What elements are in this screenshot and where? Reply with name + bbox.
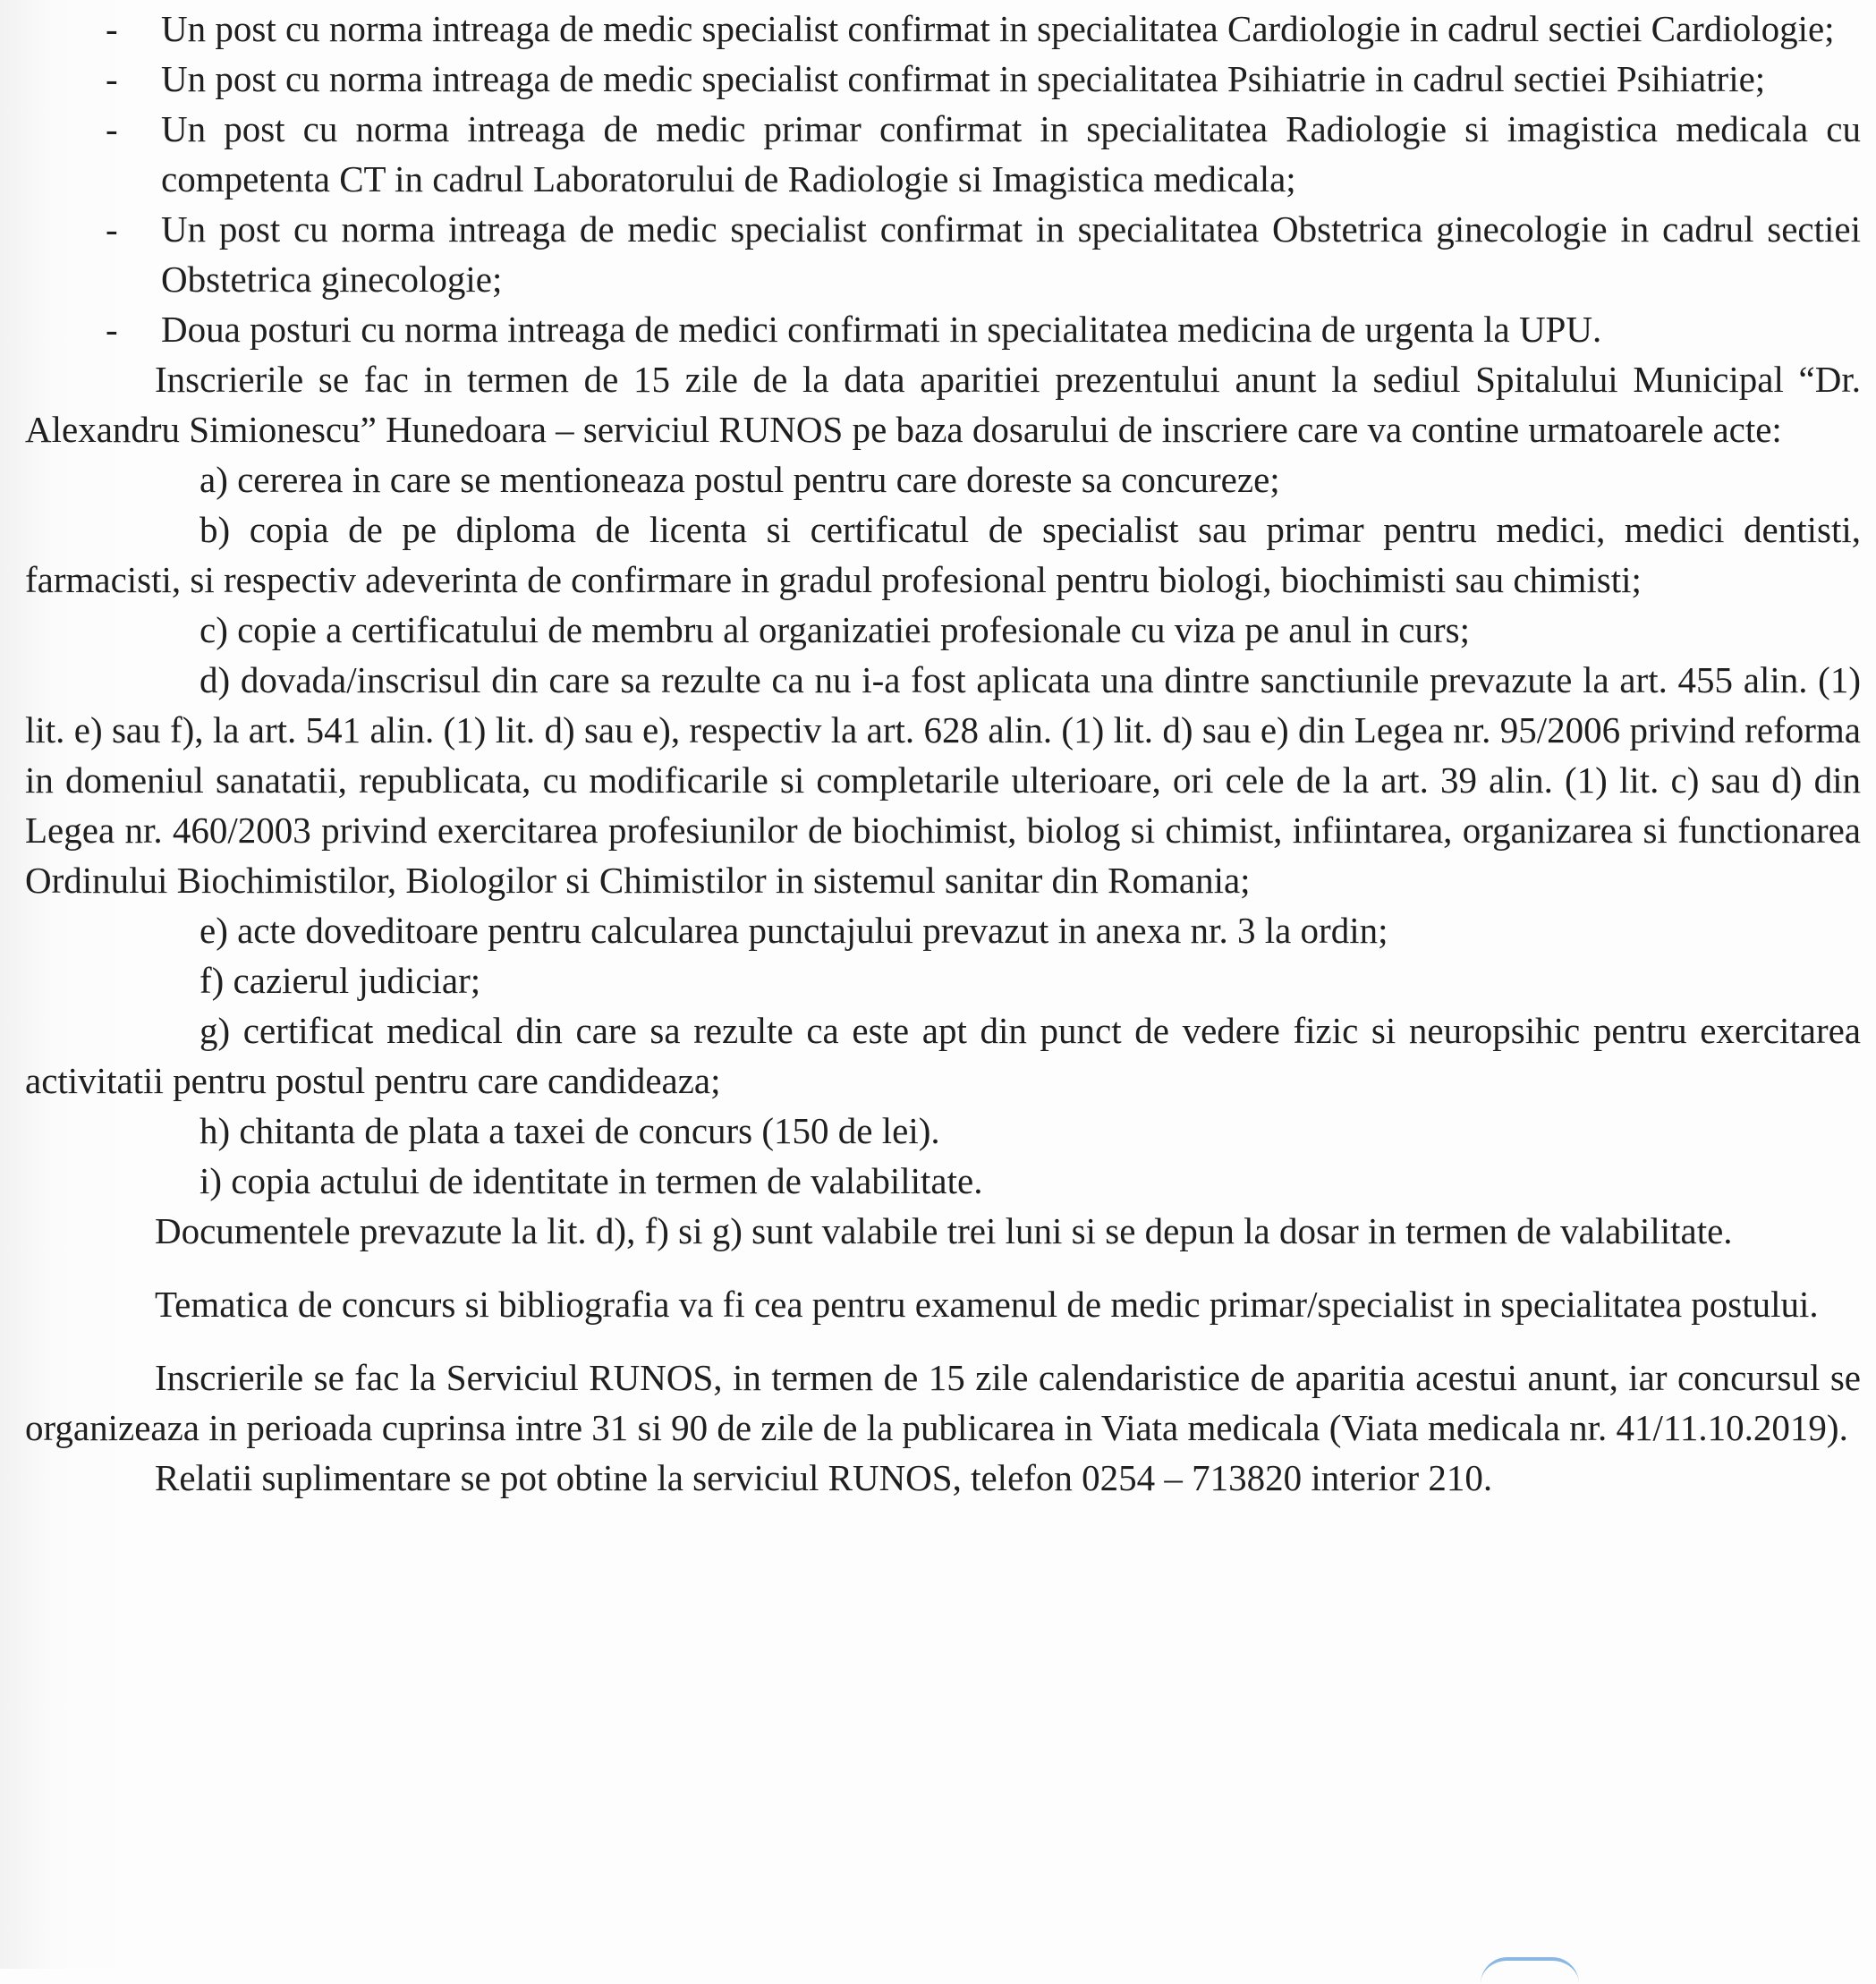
position-item-emergency [25, 304, 1861, 354]
position-text: Un post cu norma intreaga de medic specialist confirmat in specialitatea Cardiologie in cadrul sectiei Cardiologie; [161, 8, 1835, 49]
position-text: Doua posturi cu norma intreaga de medici confirmati in specialitatea medicina de urgenta la UPU. [161, 309, 1602, 350]
position-item-obstetrics [25, 204, 1861, 304]
registration-intro: Inscrierile se fac in termen de 15 zile de la data aparitiei prezentului anunt la sediul Spitalului Municipal “Dr. Alexandru Simionescu” Hunedoara – serviciul RUNOS pe baza dosarului de inscriere care va contine urmatoarele acte: [25, 359, 1861, 450]
position-item-radiology [25, 104, 1861, 204]
document-item-a: a) cererea in care se mentioneaza postul pentru care doreste sa concureze; [199, 459, 1280, 500]
bullet-dash: - [106, 58, 118, 99]
stamp-edge-icon [1481, 1957, 1579, 1984]
position-item-cardiology [25, 4, 1861, 54]
document-item-d: d) dovada/inscrisul din care sa rezulte ca nu i-a fost aplicata una dintre sanctiunile prevazute la art. 455 alin. (1) lit. e) sau f), la art. 541 alin. (1) lit. d) sau e), respectiv la art. 628 alin. (1) lit. d) sau e) din Legea nr. 95/2006 privind reforma in domeniul sanatatii, republicata, cu modificarile si completarile ulterioare, ori cele de la art. 39 alin. (1) lit. c) sau d) din Legea nr. 460/2003 privind exercitarea profesiunilor de biochimist, biolog si chimist, infiintarea, organizarea si functionarea Ordinului Biochimistilor, Biologilor si Chimistilor in sistemul sanitar din Romania; [25, 659, 1861, 901]
document-item-c: c) copie a certificatului de membru al organizatiei profesionale cu viza pe anul in curs; [199, 609, 1470, 650]
bullet-dash: - [106, 309, 118, 350]
validity-note: Documentele prevazute la lit. d), f) si g) sunt valabile trei luni si se depun la dosar in termen de valabilitate. [155, 1210, 1733, 1251]
document-item-g: g) certificat medical din care sa rezulte ca este apt din punct de vedere fizic si neuropsihic pentru exercitarea activitatii pentru postul pentru care candideaza; [25, 1010, 1861, 1101]
schedule-note: Inscrierile se fac la Serviciul RUNOS, in termen de 15 zile calendaristice de aparitia acestui anunt, iar concursul se organizeaza in perioada cuprinsa intre 31 si 90 de zile de la publicarea in Viata medicala (Viata medicala nr. 41/11.10.2019). [25, 1357, 1861, 1448]
document-item-h: h) chitanta de plata a taxei de concurs (150 de lei). [199, 1110, 940, 1151]
document-item-b: b) copia de pe diploma de licenta si certificatul de specialist sau primar pentru medici, medici dentisti, farmacisti, si respectiv adeverinta de confirmare in gradul profesional pentru biologi, biochimisti sau chimisti; [25, 509, 1861, 600]
position-text: Un post cu norma intreaga de medic specialist confirmat in specialitatea Obstetrica ginecologie in cadrul sectiei Obstetrica ginecologie; [161, 208, 1861, 300]
contact-note: Relatii suplimentare se pot obtine la serviciul RUNOS, telefon 0254 – 713820 interior 210. [155, 1457, 1493, 1498]
bullet-dash: - [106, 208, 118, 250]
bullet-dash: - [106, 8, 118, 49]
document-item-i: i) copia actului de identitate in termen de valabilitate. [199, 1160, 983, 1201]
position-text: Un post cu norma intreaga de medic primar confirmat in specialitatea Radiologie si imagistica medicala cu competenta CT in cadrul Laboratorului de Radiologie si Imagistica medicala; [161, 108, 1861, 199]
document-item-e: e) acte doveditoare pentru calcularea punctajului prevazut in anexa nr. 3 la ordin; [199, 910, 1388, 951]
bibliography-note: Tematica de concurs si bibliografia va fi cea pentru examenul de medic primar/specialist in specialitatea postului. [155, 1284, 1819, 1325]
document-body [25, 4, 1861, 1503]
position-item-psychiatry [25, 54, 1861, 104]
bullet-dash: - [106, 108, 118, 149]
position-text: Un post cu norma intreaga de medic specialist confirmat in specialitatea Psihiatrie in cadrul sectiei Psihiatrie; [161, 58, 1766, 99]
document-item-f: f) cazierul judiciar; [199, 960, 481, 1001]
